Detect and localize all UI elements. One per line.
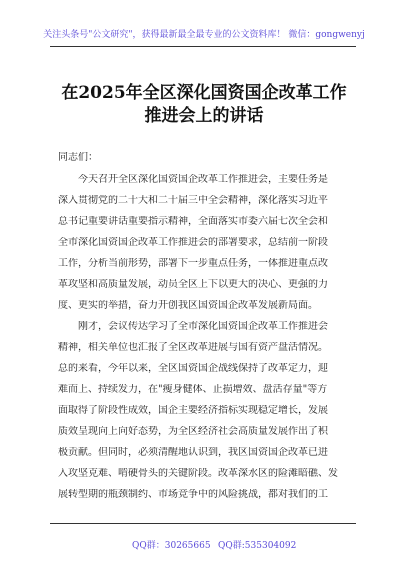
body-line: 深入贯彻党的二十大和二十届三中全会精神，深化落实习近平	[58, 195, 328, 206]
body-line: 革攻坚和高质量发展，动员全区上下以更大的决心、更强的力	[58, 279, 328, 290]
document-title-line-1: 在2025年全区深化国资国企改革工作	[61, 83, 347, 103]
body-line: 难而上、持续发力，在"瘦身健体、止损增效、盘活存量"等方	[58, 384, 328, 395]
body-line: 展转型期的瓶颈制约、市场竞争中的风险挑战，都对我们的工	[58, 489, 328, 500]
body-line: 今天召开全区深化国资国企改革工作推进会，主要任务是	[58, 174, 328, 185]
footer-divider	[50, 523, 356, 524]
header-divider	[50, 46, 356, 47]
body-line: 精神，相关单位也汇报了全区改革进展与国有资产盘活情况。	[58, 342, 328, 353]
body-line: 同志们：	[58, 152, 98, 163]
body-line: 刚才，会议传达学习了全市深化国资国企改革工作推进会	[58, 321, 328, 332]
body-line: 全市深化国资国企改革工作推进会的部署要求，总结前一阶段	[58, 237, 328, 248]
header-promo-text: 关注头条号"公文研究"，获得最新最全最专业的公文资料库！ 微信：gongwenyj	[43, 30, 365, 40]
body-line: 度、更实的举措，奋力开创我区国资国企改革发展新局面。	[58, 300, 318, 311]
body-line: 入攻坚克难、啃硬骨头的关键阶段。改革深水区的险滩暗礁、发	[58, 468, 338, 479]
body-line: 面取得了阶段性成效，国企主要经济指标实现稳定增长，发展	[58, 405, 328, 416]
body-line: 总书记重要讲话重要指示精神，全面落实市委六届七次全会和	[58, 216, 328, 227]
body-line: 总的来看，今年以来，全区国资国企战线保持了改革定力，迎	[58, 363, 328, 374]
footer-qq-group-2: QQ群:535304092	[218, 541, 297, 551]
body-line: 极贡献。但同时，必须清醒地认识到，我区国资国企改革已进	[58, 447, 328, 458]
footer-qq-group-1: QQ群：30265665	[132, 541, 211, 551]
body-line: 工作，分析当前形势，部署下一步重点任务，一体推进重点改	[58, 258, 328, 269]
document-title-line-2: 推进会上的讲话	[144, 106, 264, 126]
body-line: 质效呈现向上向好态势，为全区经济社会高质量发展作出了积	[58, 426, 328, 437]
